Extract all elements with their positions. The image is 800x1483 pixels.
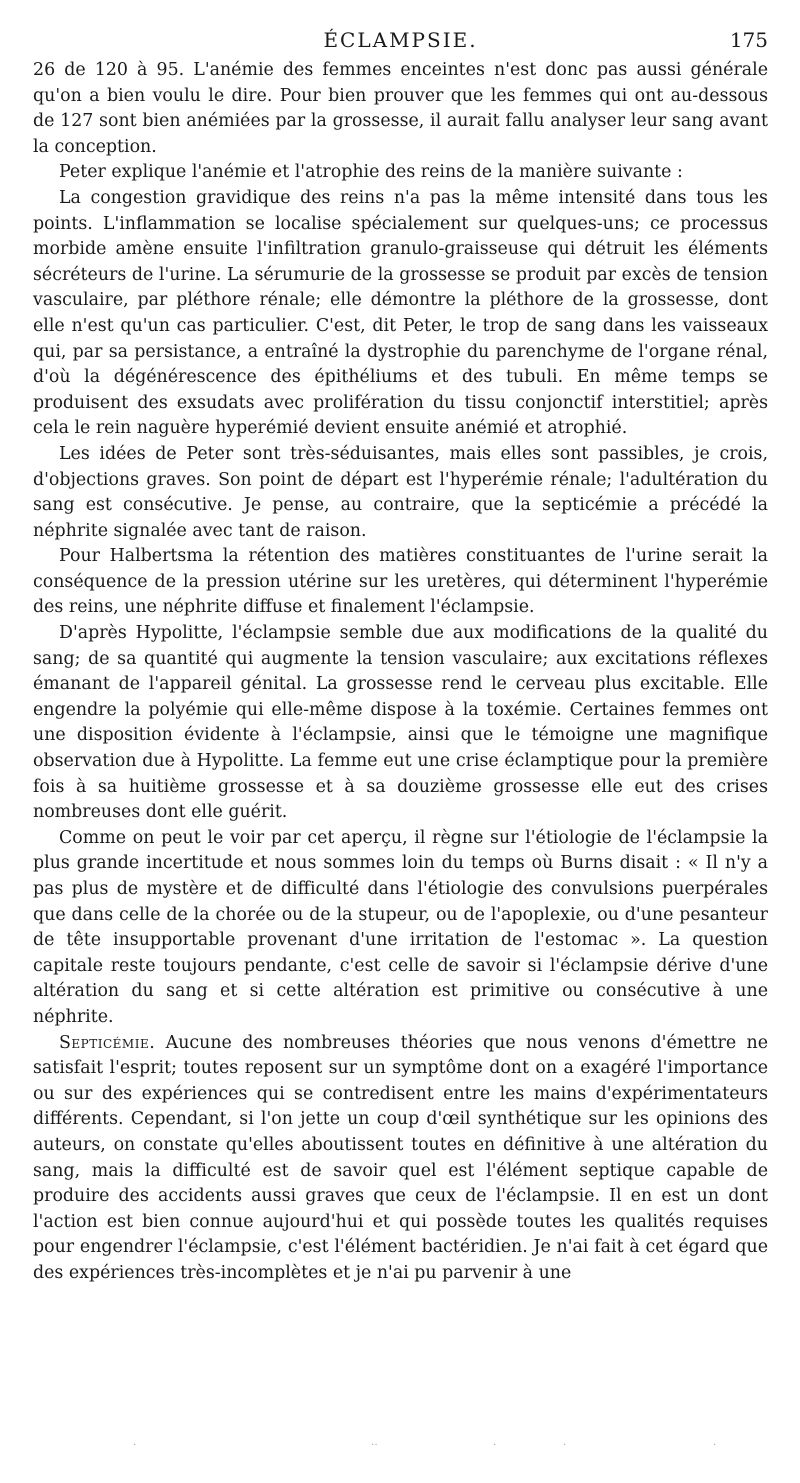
paragraph-hypolitte: D'après Hypolitte, l'éclampsie semble due aux modifications de la qualité du sang; de sa quantité qui augmente la tension vasculaire; aux excitations réflexes émanant de l'appareil génital. La grossesse rend le cerveau plus excitable. Elle engendre la polyémie qui elle-même dispose à la toxémie. Certaines femmes ont une disposition évidente à l'éclampsie, ainsi que le témoigne une magnifique observation due à Hypolitte. La femme eut une crise éclamptique pour la première fois à sa huitième grossesse et à sa douzième grossesse elle eut des crises nombreuses dont elle guérit.	[33, 623, 768, 823]
book-page	[33, 28, 768, 1287]
running-title: ÉCLAMPSIE.	[323, 28, 478, 52]
scan-speck: ··	[371, 1440, 378, 1451]
septicemie-text: Aucune des nombreuses théories que nous venons d'émettre ne satisfait l'esprit; toutes reposent sur un symptôme dont on a exagéré l'importance ou sur des expériences qui se contredisent entre les mains d'expérimentateurs différents. Cependant, si l'on jette un coup d'œil synthétique sur les opinions des auteurs, on constate qu'elles aboutissent toutes en définitive à une altération du sang, mais la difficulté est de savoir quel est l'élément septique capable de produire des accidents aussi graves que ceux de l'éclampsie. Il en est un dont l'action est bien connue aujourd'hui et qui possède toutes les qualités requises pour engendrer l'éclampsie, c'est l'élément bactéridien. Je n'ai fait à cet égard que des expériences très-incomplètes et je n'ai pu parvenir à une	[33, 1032, 768, 1283]
paragraph-congestion: La congestion gravidique des reins n'a pas la même intensité dans tous les points. L'inflammation se localise spécialement sur quelques-uns; ce processus morbide amène ensuite l'infiltration granulo-graisseuse qui détruit les éléments sécréteurs de l'urine. La sérumurie de la grossesse se produit par excès de tension vasculaire, par pléthore rénale; elle démontre la pléthore de la grossesse, dont elle n'est qu'un cas particulier. C'est, dit Peter, le trop de sang dans les vaisseaux qui, par sa persistance, a entraîné la dystrophie du parenchyme de l'organe rénal, d'où la dégénérescence des épithéliums et des tubuli. En même temps se produisent des exsudats avec prolifération du tissu conjonctif interstitiel; après cela le rein naguère hyperémié devient ensuite anémié et atrophié.	[33, 187, 768, 439]
scan-speck: ·	[493, 1440, 497, 1451]
running-header	[33, 28, 768, 58]
scan-speck: ·	[133, 1440, 137, 1451]
paragraph-apercu: Comme on peut le voir par cet aperçu, il règne sur l'étiologie de l'éclampsie la plus grande incertitude et nous sommes loin du temps où Burns disait : « Il n'y a pas plus de mystère et de difficulté dans l'étiologie des convulsions puerpérales que dans celle de la chorée ou de la stupeur, ou de l'apoplexie, ou d'une pesanteur de tête insupportable provenant d'une irritation de l'estomac ». La question capitale reste toujours pendante, c'est celle de savoir si l'éclampsie dérive d'une altération du sang et si cette altération est primitive ou consécutive à une néphrite.	[33, 827, 768, 1027]
page-body	[33, 58, 768, 1287]
paragraph-halbertsma: Pour Halbertsma la rétention des matières constituantes de l'urine serait la conséquence de la pression utérine sur les uretères, qui déterminent l'hyperémie des reins, une néphrite diffuse et finalement l'éclampsie.	[33, 546, 768, 618]
page-number: 175	[729, 28, 768, 52]
paragraph-idees-peter: Les idées de Peter sont très-séduisantes, mais elles sont passibles, je crois, d'objections graves. Son point de départ est l'hyperémie rénale; l'adultération du sang est consécutive. Je pense, au contraire, que la septicémie a précédé la néphrite signalée avec tant de raison.	[33, 443, 768, 541]
paragraph-anemie: 26 de 120 à 95. L'anémie des femmes enceintes n'est donc pas aussi générale qu'on a bien voulu le dire. Pour bien prouver que les femmes qui ont au-dessous de 127 sont bien anémiées par la grossesse, il aurait fallu analyser leur sang avant la conception.	[33, 60, 768, 157]
scan-noise	[33, 1440, 768, 1450]
section-heading-septicemie: Septicémie.	[59, 1032, 156, 1053]
paragraph-peter-intro: Peter explique l'anémie et l'atrophie des reins de la manière suivante :	[59, 162, 683, 183]
paragraph-septicemie	[33, 1031, 768, 1287]
scan-speck: ·	[563, 1440, 567, 1451]
scan-speck: ·	[713, 1440, 717, 1451]
